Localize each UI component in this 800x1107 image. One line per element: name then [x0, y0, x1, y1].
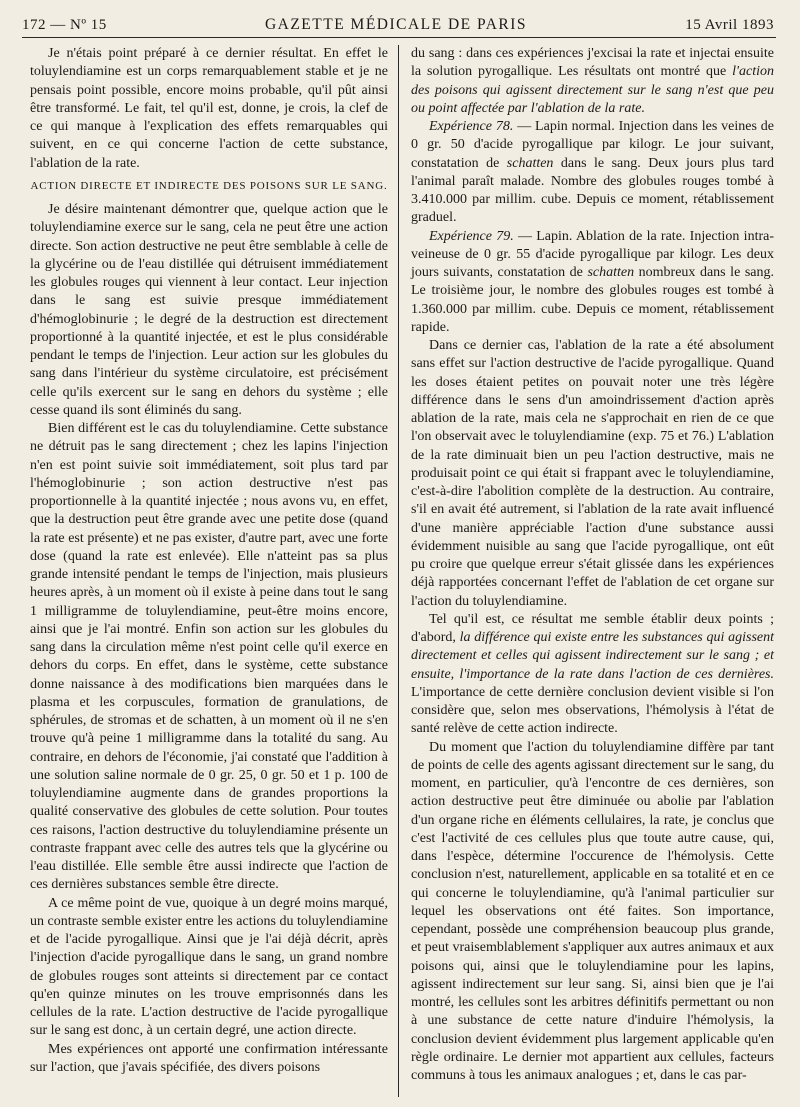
article-columns: [18, 45, 780, 1097]
paragraph: Du moment que l'action du toluylendiamine diffère par tant de points de celle des agents agissant directement sur le sang, du moment, en particulier, qu'à l'encontre de ces dernières, son action destructive peut être diminuée ou abolie par l'ablation d'un organe riche en éléments cellulaires, la rate, je conclus que c'est l'activité de ces cellules plus que toute autre cause, qui, dans l'espèce, détermine l'occurence de l'hémolysis. Cette conclusion n'est, naturellement, applicable en sa totalité et en ce qui concerne le toluylendiamine, qu'à l'animal particulier sur lequel les observations ont été faites. Son importance, cependant, possède une compréhension beaucoup plus grande, et peut vraisemblablement s'appliquer aux autres animaux et aux poisons qui, ainsi que le toluylendiamine pour les lapins, agissent indirectement sur leur sang. Si, ainsi bien que je l'ai montré, les cellules sont les arbitres définitifs permettant ou non à une substance de cette nature d'induire l'hémolysis, la conclusion devient évidemment plus largement applicable qu'en règle ordinaire. Le dernier mot appartient aux cellules, facteurs communs à tous les animaux analogues ; et, dans le cas par-: [411, 739, 774, 1083]
issue-date: 15 Avril 1893: [685, 17, 774, 33]
page-header: [18, 16, 780, 37]
journal-title: GAZETTE MÉDICALE DE PARIS: [264, 16, 528, 33]
page-number: 172 — Nº 15: [22, 17, 107, 33]
text-run: nombreux dans le sang. Le troisième jour, le nombre des globules rouges est tombé à 1.360.000 par millim. cube. Depuis ce moment, rétablissement rapide.: [411, 265, 774, 335]
paragraph: Je désire maintenant démontrer que, quelque action que le toluylendiamine exerce sur le sang, cela ne peut être une action directe. Son action destructive ne peut être semblable à celle de la glycérine ou de l'eau distillée qui détruisent immédiatement les globules rouges qui viennent à leur contact. Leur injection dans le sang est suivie presque immédiatement d'hémoglobinurie ; le degré de la destruction est directement proportionné à la quantité injectée, et est le plus considérable pendant le temps de l'injection. Leur action sur les globules du sang dans l'intérieur du système circulatoire, est précisément celle qu'ils exercent sur le sang en dehors du système ; elle cesse quand ils sont éliminés du sang.: [30, 202, 388, 418]
italic-text: la différence qui existe entre les substances qui agissent directement et celles qui agissent indirectement sur le sang ; et ensuite, l'importance de la rate dans l'action de ces dernières.: [411, 630, 774, 682]
paragraph: A ce même point de vue, quoique à un degré moins marqué, un contraste semble exister entre les actions du toluylendiamine et de l'acide pyrogallique. Ainsi que je l'ai déjà décrit, après l'injection d'acide pyrogallique dans le sang, un grand nombre de globules rouges sont atteints si directement par ce contact qu'en quinze minutes on les trouve emprisonnés dans les cellules de la rate. L'action destructive de l'acide pyrogallique sur le sang est donc, à un certain degré, une action directe.: [30, 895, 388, 1039]
paragraph: Bien différent est le cas du toluylendiamine. Cette substance ne détruit pas le sang directement ; chez les lapins l'injection n'en est point suivie soit immédiatement, soit plus tard par l'hémoglobinurie ; son action destructive n'est pas proportionnelle à la quantité injectée ; nous avons vu, en effet, que la destruction peut être grande avec une petite dose (quand la rate est présente) et ne pas exister, d'autre part, avec une forte dose (quand la rate est enlevée). Elle n'atteint pas sa plus grande intensité pendant le temps de l'injection, mais plusieurs heures après, à un moment où il existe à peine dans tout le sang 1 milligramme de toluylendiamine, peut-être moins encore, ainsi que je l'ai montré. Enfin son action sur les globules du sang dans la circulation même n'est point celle qu'il exerce en dehors du corps. En effet, dans le système, cette substance donne naissance à des modifications bien marquées dans le plasma et les corpuscules, formation de granulations, de sphérules, de stromas et de schatten, à un moment où il ne s'en trouve qu'à peine 1 milligramme dans la totalité du sang. Au contraire, en dehors de l'économie, j'ai constaté que l'addition à une solution saline normale de 0 gr. 25, 0 gr. 50 et 1 p. 100 de toluylendiamine augmente dans de grandes proportions la qualité conservative des globules de cette solution. Pour toutes ces raisons, l'action destructive du toluylendiamine présente un contraste frappant avec celle des autres tels que la glycérine ou l'eau distillée. Elle semble être aussi indirecte que l'action de ces dernières substances semble être directe.: [30, 421, 388, 893]
paragraph: Dans ce dernier cas, l'ablation de la rate a été absolument sans effet sur l'action destructive de l'acide pyrogallique. Quand les doses étaient petites on pouvait noter une très légère différence dans le sens d'un amoindrissement d'action après ablation de la rate, mais cela ne s'approchait en rien de ce que l'on observait avec le toluylendiamine (exp. 75 et 76.) L'ablation de la rate diminuait bien un peu l'action destructive, mais ne produisait point ce qui était si frappant avec le toluylendiamine, c'est-à-dire l'abolition complète de la destruction. Au contraire, s'il en avait été autrement, si l'ablation de la rate avait influencé d'une manière appréciable l'action d'une substance aussi évidemment nuisible au sang que l'acide pyrogallique, ont eût pu croire que quelque erreur s'était glissée dans les expériences déjà rapportées concernant l'effet de l'ablation de cet organe sur l'action du toluylendiamine.: [411, 338, 774, 609]
left-column: [18, 45, 398, 1097]
italic-text: schatten: [506, 155, 554, 171]
text-run: dans le sang. Deux jours plus tard l'animal paraît malade. Nombre des globules rouges tombé à 3.410.000 par millim. cube. Depuis ce moment, rétablissement graduel.: [411, 155, 774, 226]
italic-text: l'action des poisons qui agissent directement sur le sang n'est que peu ou point affectée par l'ablation de la rate.: [411, 64, 774, 116]
paragraph: Mes expériences ont apporté une confirmation intéressante sur l'action, que j'avais spécifiée, des divers poisons: [30, 1041, 388, 1075]
experiment-79: [411, 228, 774, 338]
experiment-label: Expérience 79.: [429, 228, 514, 244]
right-column: [398, 45, 776, 1097]
experiment-label: Expérience 78.: [429, 119, 514, 134]
header-rule: [22, 37, 776, 38]
paragraph: [411, 45, 774, 118]
experiment-78: [411, 118, 774, 228]
section-title: ACTION DIRECTE ET INDIRECTE DES POISONS SUR LE SANG.: [30, 179, 388, 192]
text-run: — Lapin normal. Injection dans les veines de 0 gr. 50 d'acide pyrogallique par kilogr. Le jour suivant, constatation de: [411, 119, 774, 171]
paragraph: [411, 611, 774, 739]
text-run: L'importance de cette dernière conclusion devient visible si l'on considère que, selon mes observations, l'hémolysis à l'état de santé relève de cette action indirecte.: [411, 684, 774, 737]
paragraph: Je n'étais point préparé à ce dernier résultat. En effet le toluylendiamine est un corps remarquablement stable et je ne pensais point possible, encore moins probable, qu'il pût ainsi être transformé. Le fait, tel qu'il est, donne, je crois, la clef de ce qui manque à l'explication des effets remarquables qui suivent, en ce qui concerne l'action de cette substance, l'ablation de la rate.: [30, 46, 388, 171]
text-run: Tel qu'il est, ce résultat me semble établir deux points ; d'abord,: [411, 611, 774, 645]
text-run: — Lapin. Ablation de la rate. Injection intra-veineuse de 0 gr. 55 d'acide pyrogallique par kilogr. Les deux jours suivants, constatation de: [411, 228, 774, 280]
italic-text: schatten: [587, 265, 635, 280]
text-run: du sang : dans ces expériences j'excisai la rate et injectai ensuite la solution pyrogallique. Les résultats ont montré que: [411, 46, 774, 80]
